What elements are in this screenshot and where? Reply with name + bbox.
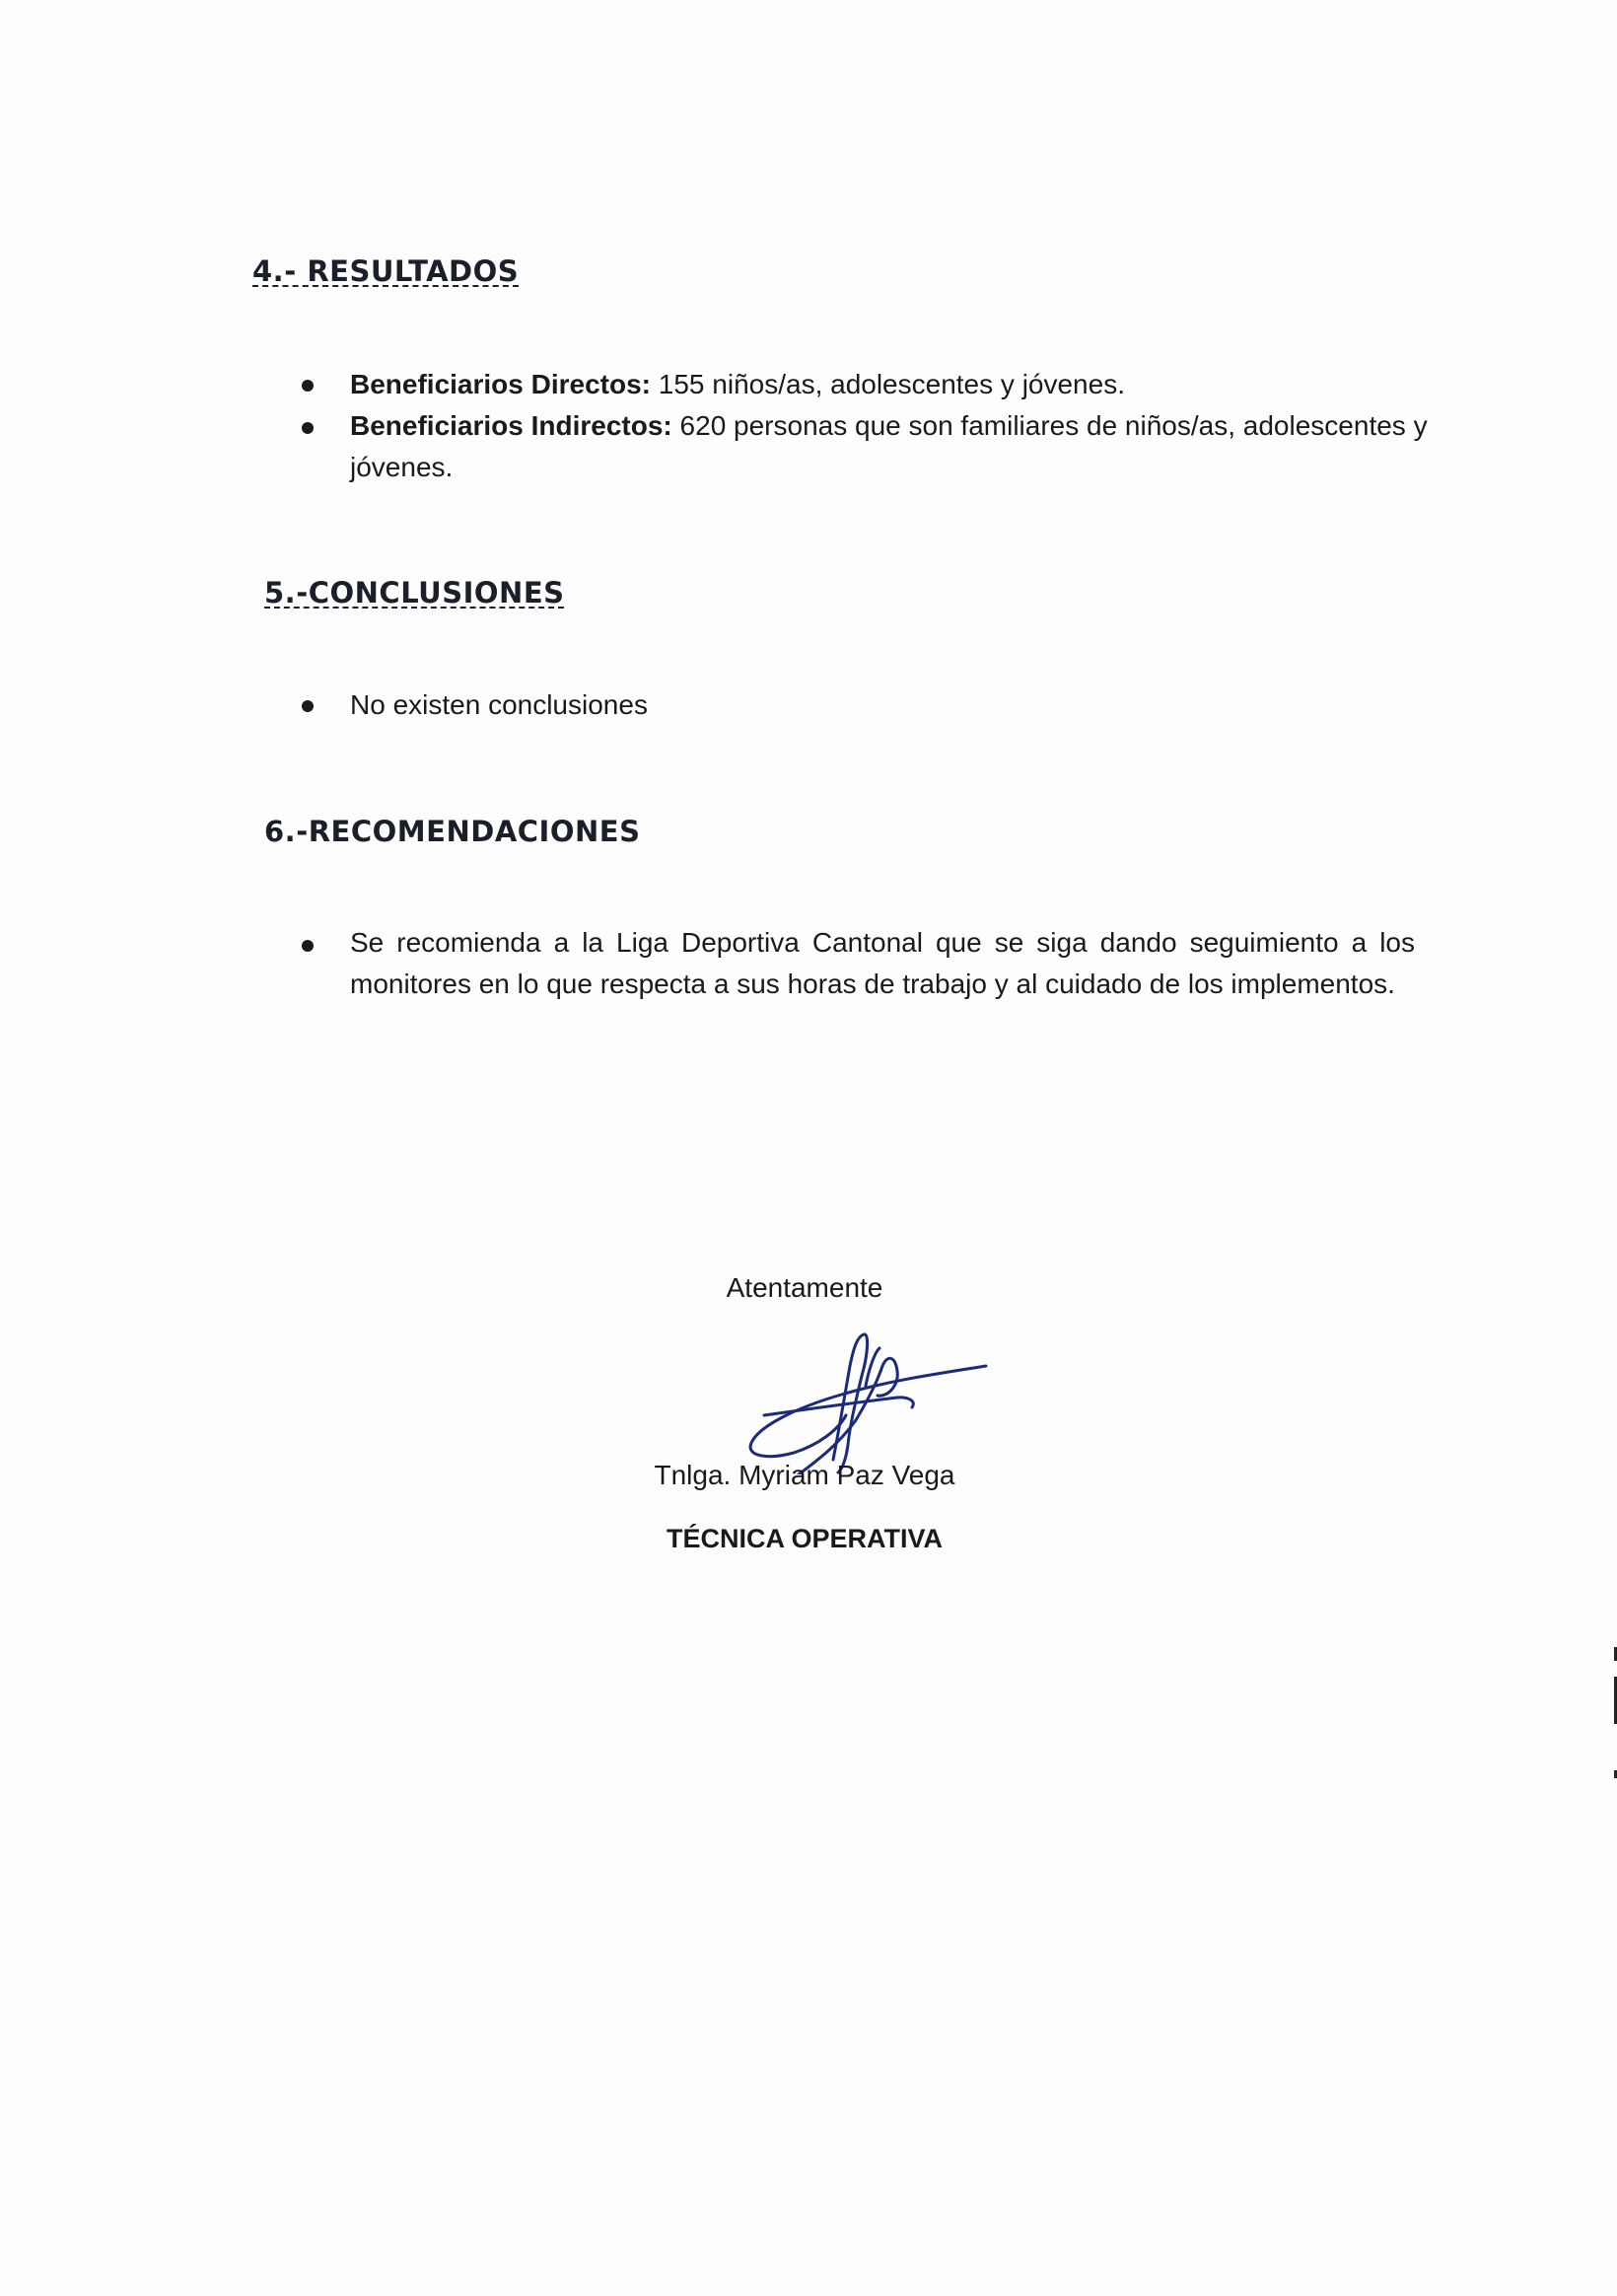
bullet-dot: [302, 940, 314, 952]
handwritten-signature: [739, 1327, 996, 1474]
item-label: Beneficiarios Indirectos:: [350, 410, 672, 441]
section-heading-resultados: [252, 254, 519, 288]
item-text-continuation: jóvenes.: [350, 452, 454, 482]
bullet-dot: [302, 422, 314, 434]
section-heading-recomendaciones: [264, 815, 640, 848]
salutation: Atentamente: [726, 1272, 883, 1303]
item-text: 620 personas que son familiares de niños/as, adolescentes y: [671, 410, 1428, 441]
bullet-dot: [302, 700, 314, 712]
list-item-conclusion: [350, 684, 1435, 726]
signer-title: TÉCNICA OPERATIVA: [666, 1524, 943, 1553]
section-heading-text: 4.- RESULTADOS: [252, 254, 520, 288]
section-heading-text: 6.-RECOMENDACIONES: [264, 815, 641, 848]
section-heading-conclusiones: [264, 576, 565, 610]
signer-name: Tnlga. Myriam Paz Vega: [654, 1460, 955, 1490]
item-text: 155 niños/as, adolescentes y jóvenes.: [651, 369, 1125, 399]
list-item-recomendacion: [350, 922, 1415, 1005]
list-item-beneficiarios-directos: [350, 364, 1435, 405]
item-text: No existen conclusiones: [350, 689, 648, 720]
section-heading-text: 5.-CONCLUSIONES: [264, 576, 565, 610]
bullet-dot: [302, 380, 314, 392]
list-item-beneficiarios-indirectos: [350, 405, 1435, 488]
item-text-continuation: monitores en lo que respecta a sus horas de trabajo y al cuidado de los implementos.: [350, 969, 1395, 999]
item-text: Se recomienda a la Liga Deportiva Cantonal que se siga dando seguimiento a los: [350, 927, 1415, 958]
item-label: Beneficiarios Directos:: [350, 369, 651, 399]
